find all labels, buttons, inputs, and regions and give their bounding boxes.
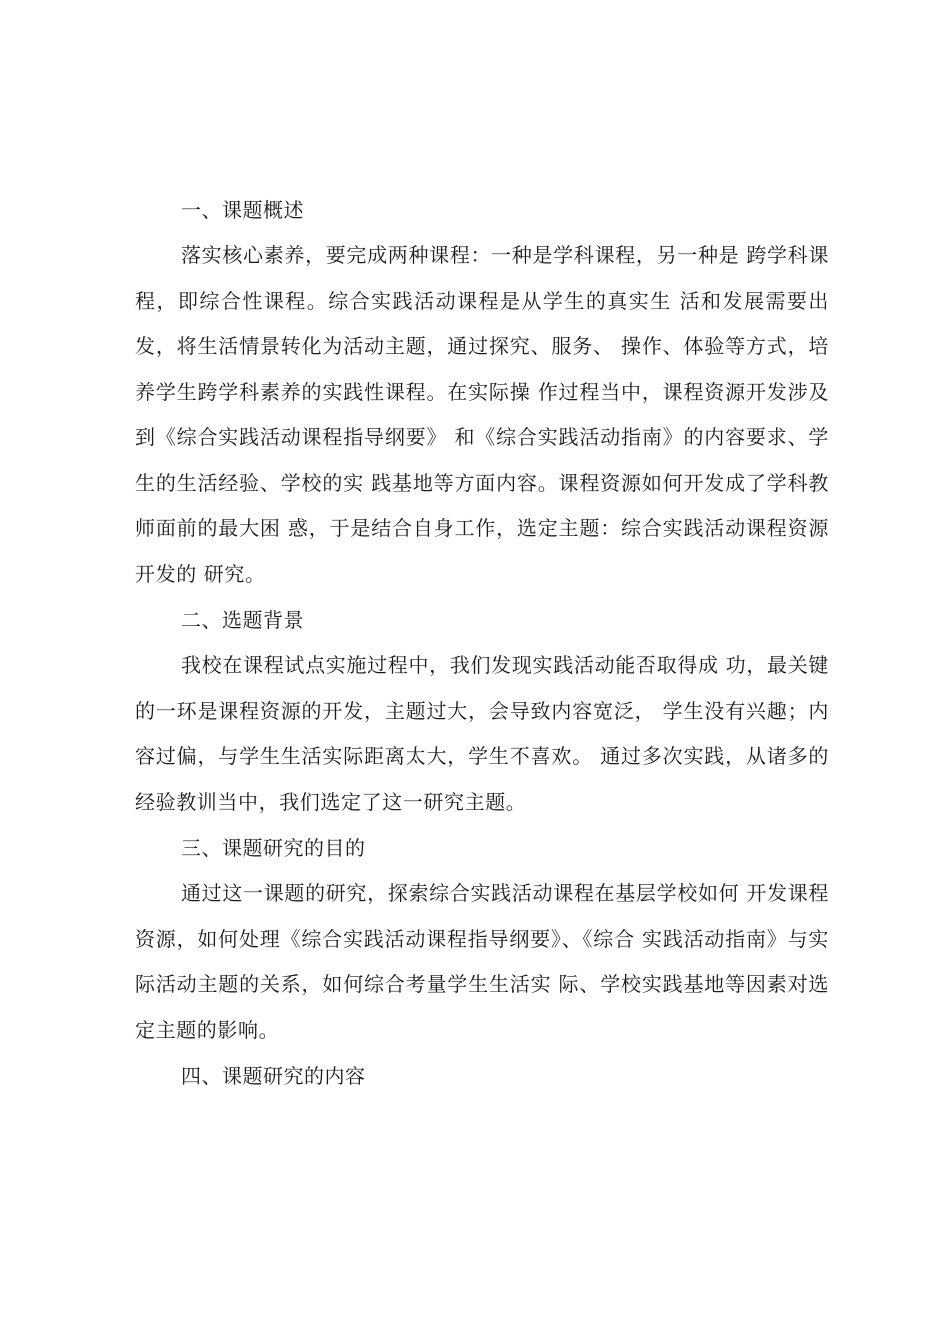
section-heading-content: 四、课题研究的内容 (181, 1064, 366, 1088)
section-body-purpose: 通过这一课题的研究，探索综合实践活动课程在基层学校如何 开发课程资源，如何处理《综合实践活动课程指导纲要》、《综合 实践活动指南》与实际活动主题的关系，如何综合考量学生生活实 际、学校实践基地等因素对选定主题的影响。 (135, 881, 829, 1042)
section-heading-background: 二、选题背景 (181, 608, 304, 632)
document-page (135, 187, 829, 1099)
section-body-background: 我校在课程试点实施过程中，我们发现实践活动能否取得成 功，最关键的一环是课程资源的开发，主题过大，会导致内容宽泛， 学生没有兴趣；内容过偏，与学生生活实际距离太大，学生不喜欢。 通过多次实践，从诸多的经验教训当中，我们选定了这一研究主题。 (135, 653, 829, 814)
section-heading-overview: 一、课题概述 (181, 198, 304, 222)
section-heading-purpose: 三、课题研究的目的 (181, 836, 366, 860)
section-body-overview: 落实核心素养，要完成两种课程：一种是学科课程，另一种是 跨学科课程，即综合性课程。综合实践活动课程是从学生的真实生 活和发展需要出发，将生活情景转化为活动主题，通过探究、服务、 操作、体验等方式，培养学生跨学科素养的实践性课程。在实际操 作过程当中，课程资源开发涉及到《综合实践活动课程指导纲要》 和《综合实践活动指南》的内容要求、学生的生活经验、学校的实 践基地等方面内容。课程资源如何开发成了学科教师面前的最大困 惑，于是结合自身工作，选定主题：综合实践活动课程资源开发的 研究。 (135, 243, 829, 586)
